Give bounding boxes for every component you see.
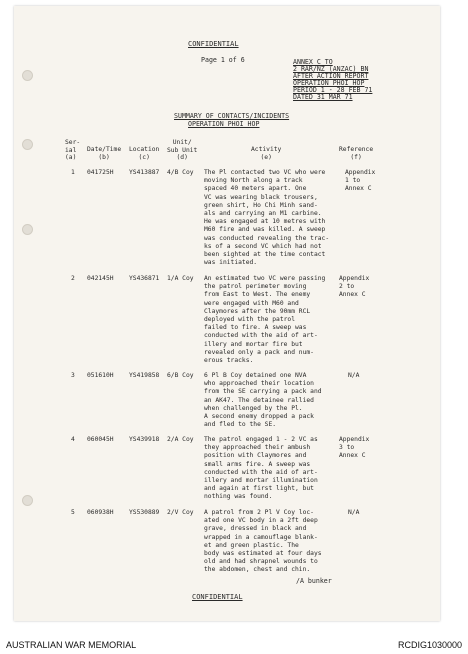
cell-unit: 6/B Coy [167,372,194,379]
footer-identifier: RCDIG1030000 [397,640,462,650]
punch-hole [22,224,33,235]
cell-activity: The Pl contacted two VC who were moving North along a track spaced 40 meters apart. One VC was wearing black trousers, green shirt, Ho Chi Minh sand- als and carrying an M1 carbine. He was engaged at 10 metres with M60 fire and was killed. A sweep was conducted revealing the trac- ks of a second VC which had not been sighted at the time contact was initiated. [204,169,330,267]
cell-location: YS439918 [129,436,160,443]
cell-reference: Appendix 1 to Annex C [345,169,376,193]
column-header-location: Location (c) [129,146,160,161]
annex-line: AFTER ACTION REPORT [293,72,369,80]
column-header-reference: Reference (f) [339,146,374,161]
annex-line: DATED 31 MAR 71 [293,93,353,101]
cell-datetime: 041725H [87,169,114,176]
cell-serial: 5 [71,509,75,516]
cell-unit: 4/B Coy [167,169,194,176]
cell-datetime: 060045H [87,436,114,443]
cell-serial: 2 [71,275,75,282]
cell-reference: N/A [348,372,360,379]
classification-bottom: CONFIDENTIAL [192,593,243,601]
annex-line: PERIOD 1 - 28 FEB 71 [293,86,373,94]
cell-location: YS436871 [129,275,160,282]
document-subtitle: OPERATION PHOI HOP [188,120,260,128]
cell-serial: 1 [71,169,75,176]
cell-location: YS530889 [129,509,160,516]
cell-reference: Appendix 2 to Annex C [339,275,370,299]
cell-activity: A patrol from 2 Pl V Coy loc- ated one VC body in a 2ft deep grave, dressed in black and wrapped in a camouflage blank- et and green plastic. The body was estimated at four days old and had shrapnel wounds to the abdomen, chest and chin. [204,509,322,574]
cell-activity: 6 Pl B Coy detained one NVA who approached their location from the SE carrying a pack and an AK47. The detainee rallied when challenged by the Pl. A second enemy dropped a pack and fled to the SE. [204,372,322,429]
punch-hole [22,495,33,506]
archive-footer [0,628,468,654]
column-header-activity: Activity (e) [251,146,282,161]
punch-hole [22,70,33,81]
cell-serial: 4 [71,436,75,443]
cell-reference: Appendix 3 to Annex C [339,436,370,460]
page-number: Page 1 of 6 [201,56,245,64]
column-header-serial: Ser- ial (a) [65,139,81,161]
annex-line: OPERATION PHOI HOP [293,79,365,87]
column-header-datetime: Date/Time (b) [87,146,122,161]
cell-activity: An estimated two VC were passing the patrol perimeter moving from East to West. The enemy were engaged with M60 and Claymores after the 90mm RCL deployed with the patrol failed to fire. A sweep was conducted with the aid of art- illery and mortar fire but revealed only a pack and num- erous tracks. [204,275,326,365]
cell-datetime: 051610H [87,372,114,379]
document-title: SUMMARY OF CONTACTS/INCIDENTS [174,112,290,120]
cell-unit: 2/V Coy [167,509,194,516]
annex-line: ANNEX C TO [293,58,333,66]
cell-reference: N/A [348,509,360,516]
footer-source: AUSTRALIAN WAR MEMORIAL [6,640,137,650]
cell-datetime: 060938H [87,509,114,516]
cell-serial: 3 [71,372,75,379]
cell-unit: 2/A Coy [167,436,194,443]
cell-location: YS413887 [129,169,160,176]
classification-top: CONFIDENTIAL [188,40,239,48]
annex-line: 2 RAR/NZ (ANZAC) BN [293,65,369,73]
cell-location: YS419858 [129,372,160,379]
cell-datetime: 042145H [87,275,114,282]
punch-hole [22,139,33,150]
continuation-text: /A bunker [296,577,332,585]
cell-activity: The patrol engaged 1 - 2 VC as they approached their ambush position with Claymores and small arms fire. A sweep was conducted with the aid of art- illery and mortar illumination and again at first light, but nothing was found. [204,436,318,501]
cell-unit: 1/A Coy [167,275,194,282]
column-header-unit: Unit/ Sub Unit (d) [167,139,198,161]
